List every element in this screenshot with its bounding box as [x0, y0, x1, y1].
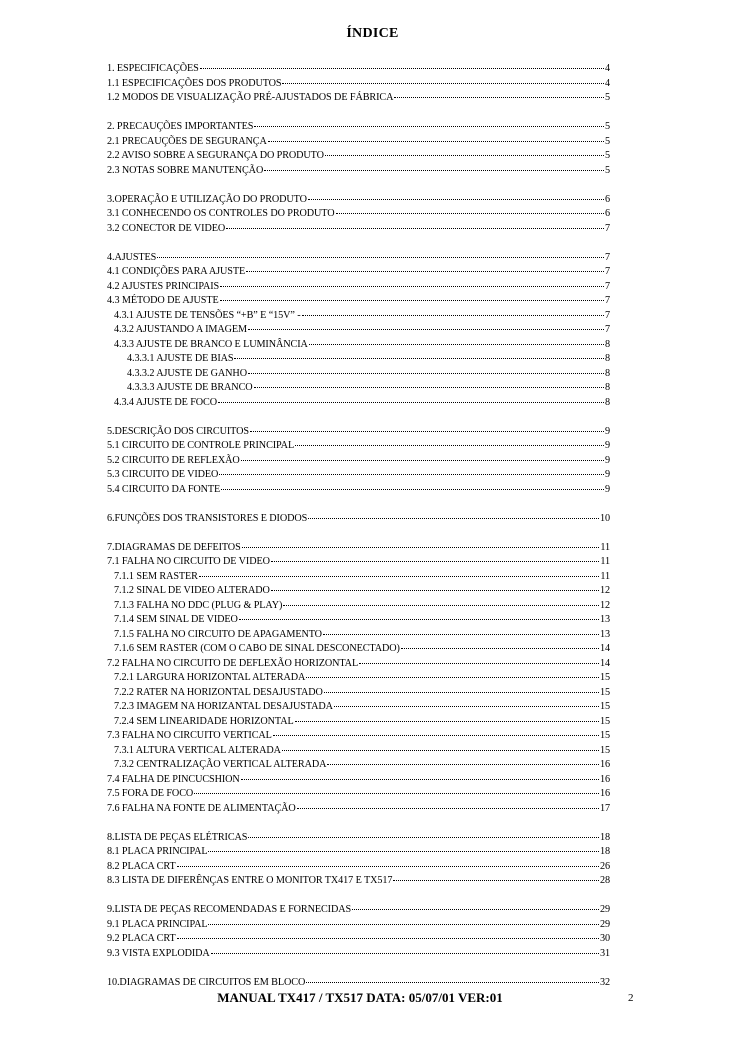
- toc-entry-label: 4.3 MÉTODO DE AJUSTE: [107, 295, 219, 306]
- toc-leader-dots: [282, 742, 599, 751]
- toc-entry-label: 5.2 CIRCUITO DE REFLEXÃO: [107, 454, 240, 466]
- toc-entry[interactable]: [107, 307, 610, 322]
- toc-entry-page: 15: [600, 744, 610, 756]
- toc-entry-label: 8.1 PLACA PRINCIPAL: [107, 846, 208, 857]
- toc-entry-label: 2. PRECAUÇÕES IMPORTANTES: [107, 121, 254, 132]
- toc-entry-page: 15: [600, 701, 610, 712]
- toc-entry-label: 7.DIAGRAMAS DE DEFEITOS: [107, 541, 241, 553]
- toc-entry-label: 4.3.3.1 AJUSTE DE BIAS: [127, 353, 234, 364]
- toc-entry[interactable]: [107, 945, 610, 960]
- toc-entry-page: 29: [600, 918, 610, 930]
- toc-entry[interactable]: [107, 452, 610, 467]
- toc-entry[interactable]: [107, 655, 610, 670]
- toc-entry-label: 4.3.3.2 AJUSTE DE GANHO: [127, 367, 247, 379]
- toc-entry-page: 8: [605, 338, 610, 350]
- toc-leader-dots: [242, 539, 600, 548]
- toc-entry-label: 6.FUNÇÕES DOS TRANSISTORES E DIODOS: [107, 512, 308, 524]
- toc-leader-dots: [241, 452, 604, 461]
- toc-entry[interactable]: [107, 597, 610, 612]
- toc-entry[interactable]: [107, 684, 610, 699]
- toc-leader-dots: [218, 394, 604, 403]
- toc-entry-label: 7.2.2 RATER NA HORIZONTAL DESAJUSTADO: [114, 686, 323, 698]
- toc-entry-page: 4: [605, 77, 610, 89]
- toc-entry-page: 7: [605, 222, 610, 234]
- toc-entry-label: 4.2 AJUSTES PRINCIPAIS: [107, 280, 220, 292]
- toc-leader-dots: [246, 263, 604, 272]
- toc-leader-dots: [306, 974, 599, 983]
- toc-leader-dots: [308, 191, 604, 200]
- toc-entry-page: 5: [605, 164, 610, 176]
- toc-leader-dots: [325, 147, 604, 156]
- toc-entry-label: 1. ESPECIFICAÇÕES: [107, 63, 199, 74]
- toc-entry-label: 7.1 FALHA NO CIRCUITO DE VIDEO: [107, 556, 270, 567]
- toc-entry-page: 7: [605, 324, 610, 335]
- toc-entry[interactable]: [107, 916, 610, 931]
- toc-entry-label: 7.5 FORA DE FOCO: [107, 788, 194, 799]
- toc-leader-dots: [254, 379, 604, 388]
- toc-leader-dots: [394, 89, 604, 98]
- toc-entry-label: 7.3 FALHA NO CIRCUITO VERTICAL: [107, 730, 272, 741]
- toc-entry[interactable]: [107, 568, 610, 583]
- toc-entry-page: 7: [605, 295, 610, 306]
- toc-entry-label: 8.LISTA DE PEÇAS ELÉTRICAS: [107, 831, 248, 843]
- toc-entry[interactable]: [107, 321, 610, 336]
- toc-entry[interactable]: [107, 553, 610, 568]
- page-number: 2: [628, 992, 634, 1004]
- toc-leader-dots: [309, 336, 604, 345]
- toc-entry[interactable]: [107, 829, 610, 844]
- toc-entry-page: 32: [600, 976, 610, 988]
- toc-entry[interactable]: [107, 698, 610, 713]
- toc-entry-page: 5: [605, 135, 610, 147]
- toc-entry-page: 16: [600, 759, 610, 770]
- toc-entry[interactable]: [107, 191, 610, 206]
- toc-leader-dots: [241, 771, 599, 780]
- toc-entry[interactable]: [107, 205, 610, 220]
- toc-entry-page: 14: [600, 657, 610, 669]
- toc-entry-page: 15: [600, 672, 610, 683]
- toc-entry[interactable]: [107, 669, 610, 684]
- toc-entry-label: 7.2.3 IMAGEM NA HORIZANTAL DESAJUSTADA: [114, 701, 333, 712]
- page-title: ÍNDICE: [346, 26, 399, 41]
- toc-entry[interactable]: [107, 872, 610, 887]
- toc-entry[interactable]: [107, 756, 610, 771]
- toc-entry[interactable]: [107, 60, 610, 75]
- toc-entry-label: 4.3.4 AJUSTE DE FOCO: [114, 396, 217, 408]
- toc-entry-page: 11: [600, 556, 610, 567]
- toc-entry-label: 7.4 FALHA DE PINCUCSHION: [107, 773, 240, 785]
- toc-leader-dots: [211, 945, 599, 954]
- toc-entry[interactable]: [107, 510, 610, 525]
- toc-leader-dots: [308, 510, 599, 519]
- toc-leader-dots: [393, 872, 599, 881]
- toc-leader-dots: [336, 205, 604, 214]
- toc-entry[interactable]: [107, 582, 610, 597]
- toc-entry[interactable]: [107, 423, 610, 438]
- toc-leader-dots: [264, 162, 604, 171]
- toc-entry-label: 4.AJUSTES: [107, 251, 157, 263]
- toc-entry[interactable]: [107, 771, 610, 786]
- toc-leader-dots: [283, 597, 599, 606]
- toc-entry-label: 4.3.1 AJUSTE DE TENSÕES “+B” E “15V” -: [114, 309, 301, 321]
- toc-entry-page: 14: [600, 643, 610, 654]
- toc-entry-page: 5: [605, 150, 610, 161]
- toc-entry-label: 4.1 CONDIÇÕES PARA AJUSTE: [107, 266, 246, 277]
- toc-entry-page: 26: [600, 860, 610, 872]
- toc-entry-page: 10: [600, 512, 610, 524]
- toc-entry-label: 9.1 PLACA PRINCIPAL: [107, 918, 208, 930]
- toc-entry[interactable]: [107, 539, 610, 554]
- toc-entry[interactable]: [107, 481, 610, 496]
- toc-entry[interactable]: [107, 974, 610, 989]
- toc-entry-label: 7.2.4 SEM LINEARIDADE HORIZONTAL: [114, 715, 294, 727]
- toc-entry-label: 2.3 NOTAS SOBRE MANUTENÇÃO: [107, 164, 264, 176]
- toc-leader-dots: [248, 321, 604, 330]
- toc-entry-page: 5: [605, 121, 610, 132]
- toc-leader-dots: [323, 626, 599, 635]
- toc-entry[interactable]: [107, 930, 610, 945]
- toc-entry-label: 7.3.2 CENTRALIZAÇÃO VERTICAL ALTERADA: [114, 759, 327, 770]
- toc-entry-label: 7.6 FALHA NA FONTE DE ALIMENTAÇÃO: [107, 802, 296, 814]
- toc-leader-dots: [226, 220, 604, 229]
- toc-leader-dots: [302, 307, 604, 316]
- toc-entry[interactable]: [107, 858, 610, 873]
- toc-entry-label: 7.1.3 FALHA NO DDC (PLUG & PLAY): [114, 599, 283, 611]
- toc-leader-dots: [271, 553, 600, 562]
- toc-entry[interactable]: [107, 394, 610, 409]
- toc-leader-dots: [352, 901, 599, 910]
- toc-entry-label: 10.DIAGRAMAS DE CIRCUITOS EM BLOCO: [107, 976, 306, 988]
- toc-entry-page: 18: [600, 846, 610, 857]
- toc-entry[interactable]: [107, 785, 610, 800]
- toc-entry-page: 8: [605, 367, 610, 379]
- toc-entry[interactable]: [107, 249, 610, 264]
- toc-entry-label: 2.1 PRECAUÇÕES DE SEGURANÇA: [107, 135, 267, 147]
- toc-entry-page: 7: [605, 280, 610, 292]
- toc-leader-dots: [177, 858, 599, 867]
- toc-entry-page: 16: [600, 773, 610, 785]
- toc-leader-dots: [273, 727, 599, 736]
- toc-leader-dots: [220, 292, 604, 301]
- toc-leader-dots: [221, 481, 604, 490]
- toc-entry[interactable]: [107, 437, 610, 452]
- toc-entry-label: 2.2 AVISO SOBRE A SEGURANÇA DO PRODUTO: [107, 150, 324, 161]
- toc-entry-page: 13: [600, 628, 610, 640]
- toc-entry-label: 7.3.1 ALTURA VERTICAL ALTERADA: [114, 744, 281, 756]
- toc-entry-label: 8.2 PLACA CRT: [107, 860, 176, 872]
- toc-leader-dots: [282, 75, 604, 84]
- toc-entry-label: 7.1.5 FALHA NO CIRCUITO DE APAGAMENTO: [114, 628, 322, 640]
- toc-entry-page: 6: [605, 208, 610, 219]
- toc-entry-page: 15: [600, 730, 610, 741]
- toc-entry-label: 7.1.1 SEM RASTER: [114, 570, 198, 582]
- toc-entry-label: 5.4 CIRCUITO DA FONTE: [107, 483, 221, 495]
- toc-entry-label: 8.3 LISTA DE DIFERÊNÇAS ENTRE O MONITOR TX417 E TX517: [107, 875, 393, 886]
- toc-leader-dots: [200, 60, 604, 69]
- toc-leader-dots: [327, 756, 599, 765]
- toc-entry[interactable]: [107, 727, 610, 742]
- toc-entry-page: 7: [605, 251, 610, 263]
- toc-entry[interactable]: [107, 89, 610, 104]
- toc-entry-label: 4.3.2 AJUSTANDO A IMAGEM: [114, 324, 247, 335]
- toc-entry-label: 1.1 ESPECIFICAÇÕES DOS PRODUTOS: [107, 77, 282, 89]
- toc-entry[interactable]: [107, 350, 610, 365]
- toc-entry-label: 1.2 MODOS DE VISUALIZAÇÃO PRÉ-AJUSTADOS DE FÁBRICA: [107, 92, 394, 103]
- toc-entry-page: 13: [600, 614, 610, 625]
- toc-entry[interactable]: [107, 336, 610, 351]
- toc-entry-label: 5.DESCRIÇÃO DOS CIRCUITOS: [107, 425, 249, 437]
- toc-entry[interactable]: [107, 713, 610, 728]
- toc-entry[interactable]: [107, 118, 610, 133]
- toc-entry[interactable]: [107, 626, 610, 641]
- toc-entry-label: 7.1.6 SEM RASTER (COM O CABO DE SINAL DESCONECTADO): [114, 643, 400, 654]
- toc-entry-page: 7: [605, 266, 610, 277]
- toc-entry[interactable]: [107, 278, 610, 293]
- toc-entry-page: 16: [600, 788, 610, 799]
- toc-entry[interactable]: [107, 466, 610, 481]
- toc-entry-page: 30: [600, 933, 610, 944]
- toc-entry-label: 3.OPERAÇÃO E UTILIZAÇÃO DO PRODUTO: [107, 193, 307, 205]
- toc-entry-page: 28: [600, 875, 610, 886]
- toc-leader-dots: [208, 843, 599, 852]
- toc-entry-page: 9: [605, 454, 610, 466]
- toc-leader-dots: [297, 800, 599, 809]
- toc-entry-page: 29: [600, 904, 610, 915]
- toc-entry-page: 6: [605, 193, 610, 205]
- toc-leader-dots: [359, 655, 599, 664]
- toc-entry[interactable]: [107, 147, 610, 162]
- toc-leader-dots: [295, 437, 604, 446]
- toc-entry[interactable]: [107, 640, 610, 655]
- toc-leader-dots: [401, 640, 599, 649]
- toc-entry-label: 7.1.4 SEM SINAL DE VIDEO: [114, 614, 238, 625]
- toc-leader-dots: [268, 133, 604, 142]
- toc-entry-page: 31: [600, 947, 610, 959]
- toc-entry[interactable]: [107, 162, 610, 177]
- toc-entry[interactable]: [107, 75, 610, 90]
- toc-entry-page: 9: [605, 483, 610, 495]
- toc-entry-page: 17: [600, 802, 610, 814]
- toc-entry[interactable]: [107, 133, 610, 148]
- toc-leader-dots: [324, 684, 599, 693]
- toc-leader-dots: [199, 568, 600, 577]
- toc-entry-label: 9.3 VISTA EXPLODIDA: [107, 947, 210, 959]
- toc-entry-page: 12: [600, 585, 610, 596]
- toc-entry[interactable]: [107, 742, 610, 757]
- toc-entry-page: 5: [605, 92, 610, 103]
- toc-entry-label: 4.3.3.3 AJUSTE DE BRANCO: [127, 382, 253, 393]
- toc-entry-page: 9: [605, 425, 610, 437]
- toc-leader-dots: [219, 466, 604, 475]
- toc-entry-page: 11: [600, 570, 610, 582]
- toc-leader-dots: [248, 365, 604, 374]
- toc-leader-dots: [157, 249, 604, 258]
- toc-entry[interactable]: [107, 292, 610, 307]
- toc-entry-label: 7.1.2 SINAL DE VIDEO ALTERADO: [114, 585, 270, 596]
- toc-leader-dots: [208, 916, 599, 925]
- toc-leader-dots: [254, 118, 604, 127]
- toc-leader-dots: [194, 785, 599, 794]
- toc-entry-page: 18: [600, 831, 610, 843]
- toc-leader-dots: [220, 278, 604, 287]
- toc-entry[interactable]: [107, 263, 610, 278]
- toc-leader-dots: [177, 930, 599, 939]
- toc-entry-label: 5.1 CIRCUITO DE CONTROLE PRINCIPAL: [107, 440, 295, 451]
- toc-entry-page: 7: [605, 309, 610, 321]
- toc-entry-page: 8: [605, 382, 610, 393]
- toc-entry[interactable]: [107, 365, 610, 380]
- toc-leader-dots: [250, 423, 604, 432]
- toc-leader-dots: [239, 611, 599, 620]
- toc-leader-dots: [306, 669, 599, 678]
- toc-entry[interactable]: [107, 800, 610, 815]
- toc-entry[interactable]: [107, 843, 610, 858]
- toc-leader-dots: [295, 713, 599, 722]
- toc-entry[interactable]: [107, 611, 610, 626]
- footer-document-info: MANUAL TX417 / TX517 DATA: 05/07/01 VER:01: [217, 990, 503, 1005]
- toc-leader-dots: [234, 350, 604, 359]
- toc-entry-page: 9: [605, 469, 610, 480]
- toc-entry-label: 3.1 CONHECENDO OS CONTROLES DO PRODUTO: [107, 208, 335, 219]
- toc-leader-dots: [334, 698, 599, 707]
- toc-entry[interactable]: [107, 379, 610, 394]
- toc-entry-page: 15: [600, 715, 610, 727]
- toc-entry-page: 9: [605, 440, 610, 451]
- toc-entry-label: 9.LISTA DE PEÇAS RECOMENDADAS E FORNECIDAS: [107, 904, 352, 915]
- toc-entry-label: 3.2 CONECTOR DE VIDEO: [107, 222, 226, 234]
- toc-entry-page: 12: [600, 599, 610, 611]
- toc-entry-label: 5.3 CIRCUITO DE VIDEO: [107, 469, 219, 480]
- toc-entry-page: 4: [605, 63, 610, 74]
- table-of-contents: [107, 60, 610, 988]
- toc-leader-dots: [248, 829, 599, 838]
- toc-entry-page: 8: [605, 353, 610, 364]
- toc-entry-label: 7.2.1 LARGURA HORIZONTAL ALTERADA: [114, 672, 306, 683]
- toc-entry-label: 4.3.3 AJUSTE DE BRANCO E LUMINÂNCIA: [114, 338, 308, 350]
- toc-entry[interactable]: [107, 220, 610, 235]
- toc-entry-label: 7.2 FALHA NO CIRCUITO DE DEFLEXÃO HORIZONTAL: [107, 657, 359, 669]
- toc-entry-page: 8: [605, 396, 610, 408]
- toc-entry[interactable]: [107, 901, 610, 916]
- toc-entry-page: 11: [600, 541, 610, 553]
- toc-leader-dots: [271, 582, 599, 591]
- toc-entry-page: 15: [600, 686, 610, 698]
- toc-entry-label: 9.2 PLACA CRT: [107, 933, 176, 944]
